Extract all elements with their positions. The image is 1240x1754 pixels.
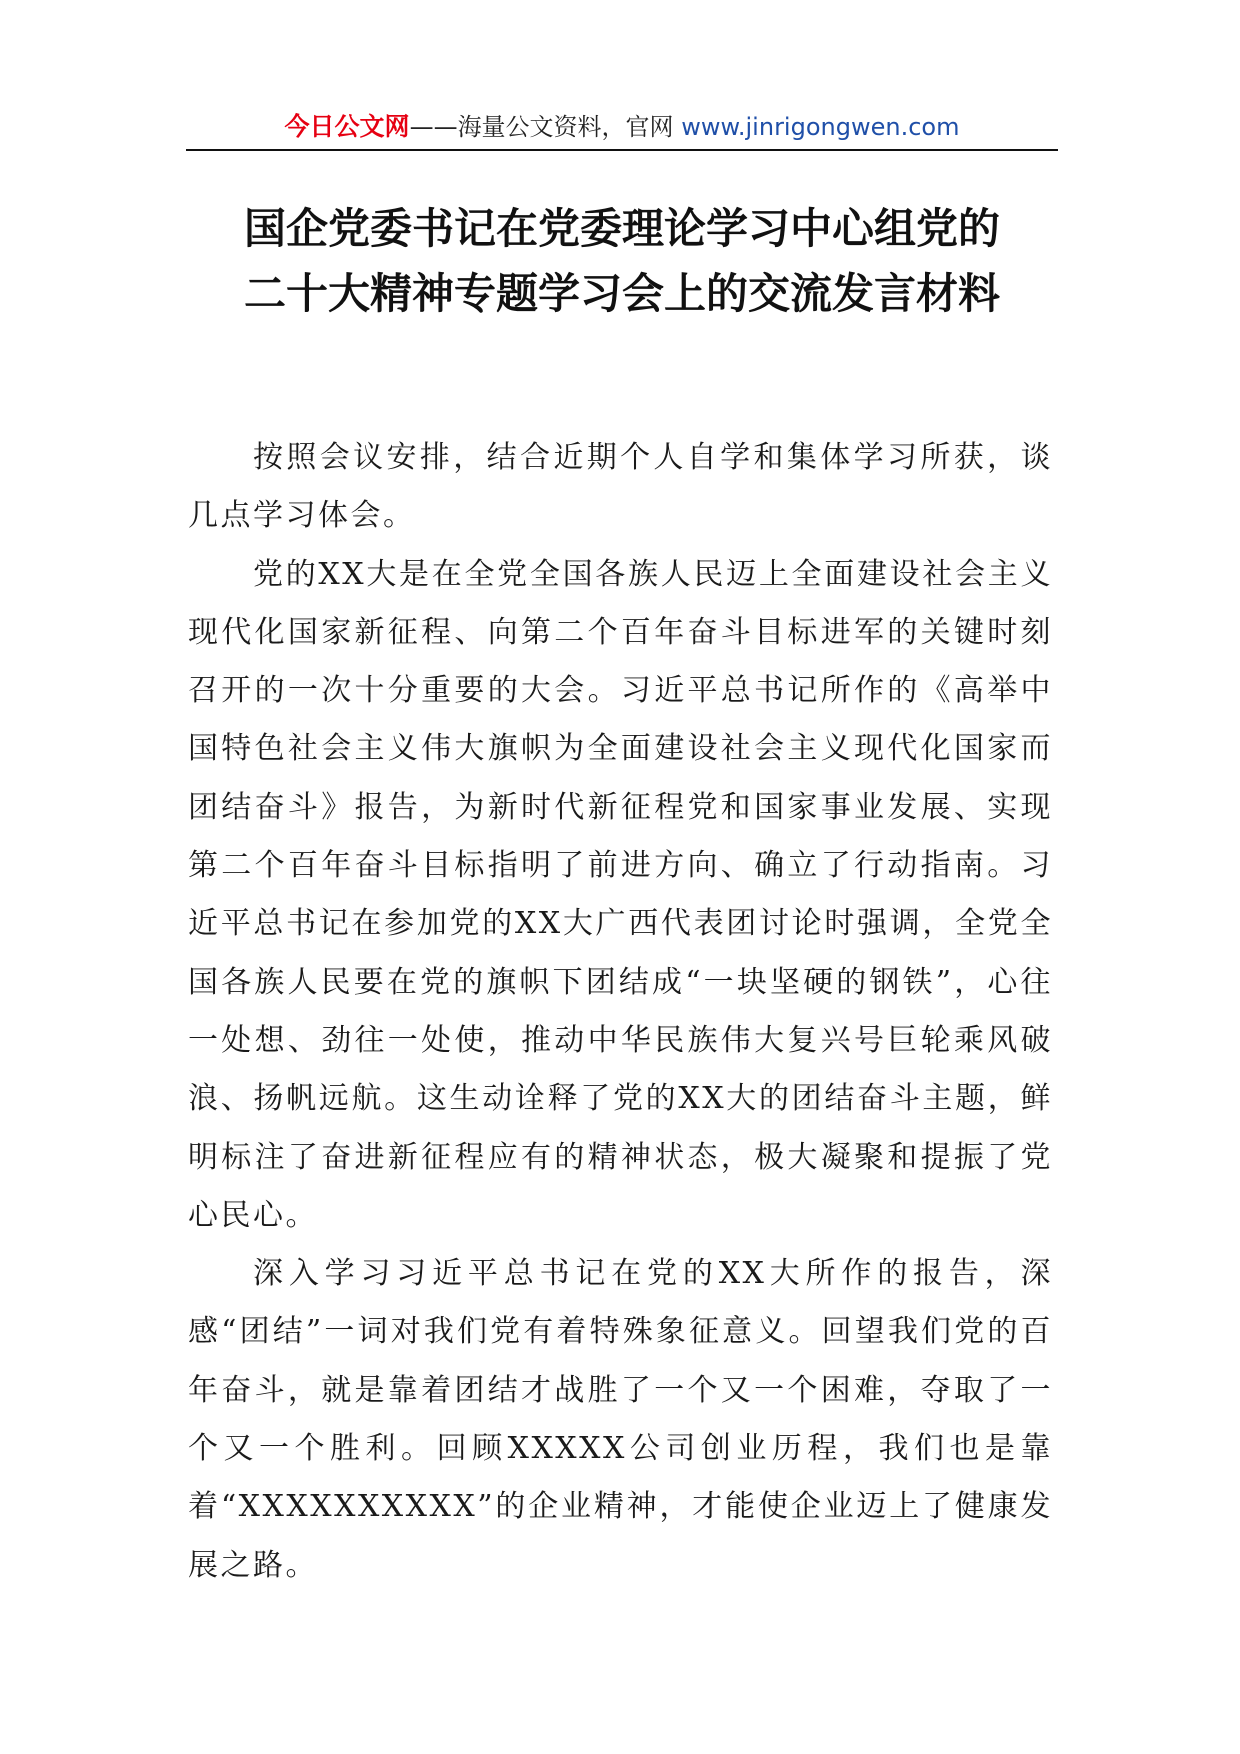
title-line: 二十大精神专题学习会上的交流发言材料: [243, 269, 1000, 318]
document-title: [150, 196, 1094, 326]
paragraph: 深入学习习近平总书记在党的XX大所作的报告，深感“团结”一词对我们党有着特殊象征意义。回望我们党的百年奋斗，就是靠着团结才战胜了一个又一个困难，夺取了一个又一个胜利。回顾XXXXX公司创业历程，我们也是靠着“XXXXXXXXXX”的企业精神，才能使企业迈上了健康发展之路。: [188, 1256, 1053, 1583]
paragraph: 按照会议安排，结合近期个人自学和集体学习所获，谈几点学习体会。: [188, 440, 1053, 534]
page-header: [186, 104, 1058, 150]
document-body: [188, 429, 1053, 1595]
site-brand: 今日公文网: [284, 112, 410, 141]
site-url-link[interactable]: www.jinrigongwen.com: [681, 113, 960, 141]
title-line: 国企党委书记在党委理论学习中心组党的: [243, 204, 1000, 253]
header-divider: [186, 149, 1058, 151]
paragraph: 党的XX大是在全党全国各族人民迈上全面建设社会主义现代化国家新征程、向第二个百年奋斗目标进军的关键时刻召开的一次十分重要的大会。习近平总书记所作的《高举中国特色社会主义伟大旗帜为全面建设社会主义现代化国家而团结奋斗》报告，为新时代新征程党和国家事业发展、实现第二个百年奋斗目标指明了前进方向、确立了行动指南。习近平总书记在参加党的XX大广西代表团讨论时强调，全党全国各族人民要在党的旗帜下团结成“一块坚硬的钢铁”，心往一处想、劲往一处使，推动中华民族伟大复兴号巨轮乘风破浪、扬帆远航。这生动诠释了党的XX大的团结奋斗主题，鲜明标注了奋进新征程应有的精神状态，极大凝聚和提振了党心民心。: [188, 556, 1053, 1233]
site-tagline: ——海量公文资料，官网: [409, 113, 682, 141]
